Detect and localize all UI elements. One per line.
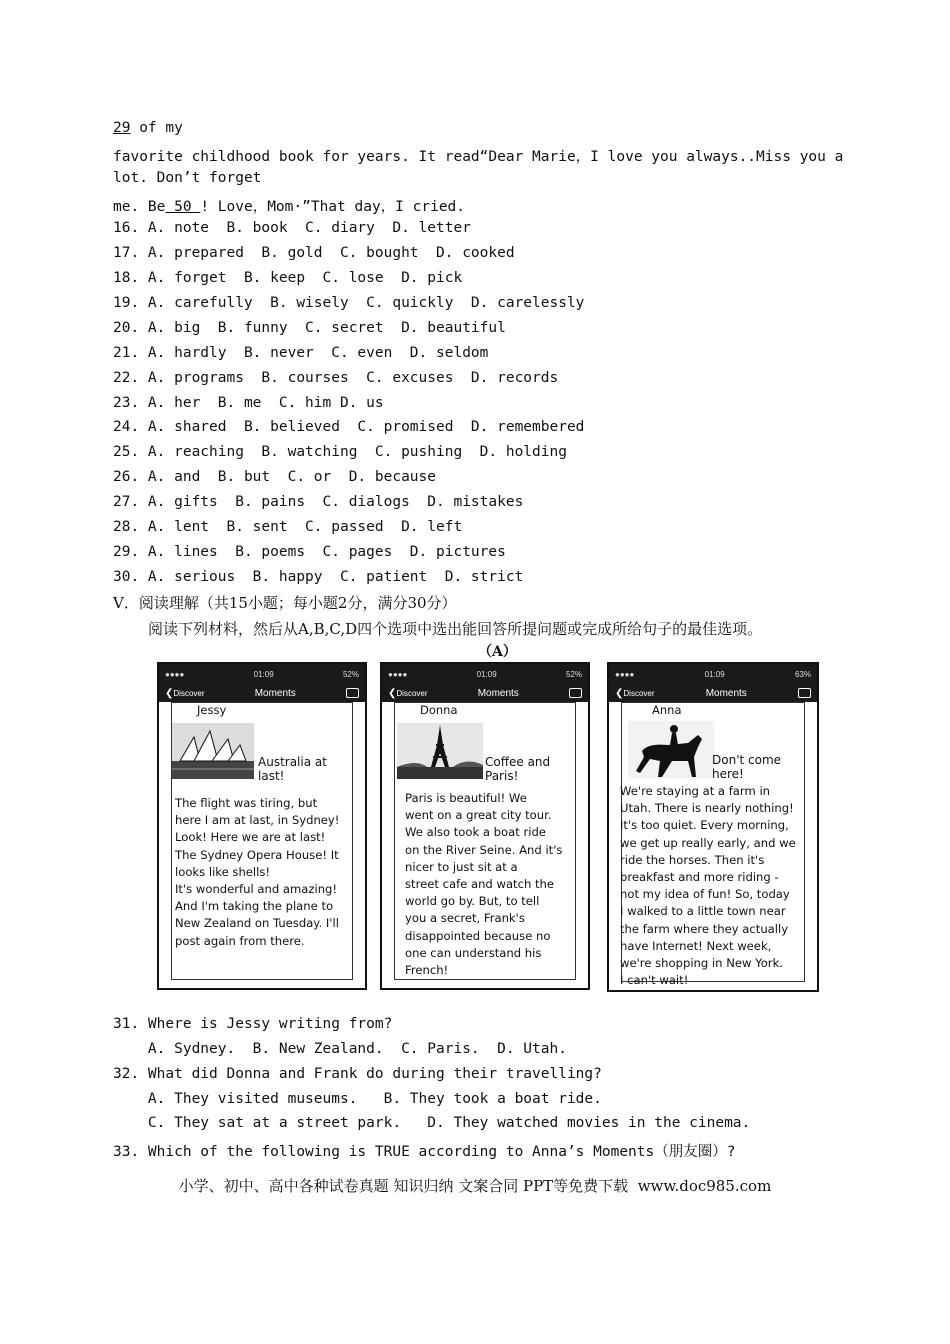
moment-title: Don't come here! (712, 753, 782, 781)
opera-house-photo (172, 723, 254, 779)
option-line: 30. A. serious B. happy C. patient D. strict (113, 569, 524, 585)
blank-29: 29 (113, 120, 131, 136)
option-line: 23. A. her B. me C. him D. us (113, 395, 384, 411)
option-line: 16. A. note B. book C. diary D. letter (113, 220, 471, 236)
nav-title: Moments (477, 687, 519, 699)
signal-icon: ●●●● (615, 669, 635, 679)
phone-anna (607, 662, 819, 992)
status-bar (382, 664, 588, 684)
question-line: C. They sat at a street park. D. They watched movies in the cinema. (113, 1115, 751, 1131)
back-button[interactable]: ❮Discover (388, 687, 428, 699)
chevron-left-icon: ❮ (165, 687, 174, 699)
option-line: 29. A. lines B. poems C. pages D. pictures (113, 544, 506, 560)
page-footer: 小学、初中、高中各种试卷真题 知识归纳 文案合同 PPT等免费下载 www.doc985.com (178, 1177, 772, 1195)
status-time: 01:09 (253, 669, 274, 679)
section-heading: V．阅读理解（共15小题；每小题2分，满分30分） (113, 594, 457, 612)
status-time: 01:09 (704, 669, 725, 679)
horse-rider-photo (628, 721, 714, 779)
status-time: 01:09 (476, 669, 497, 679)
option-line: 28. A. lent B. sent C. passed D. left (113, 519, 463, 535)
cloze-line-2: favorite childhood book for years. It read“Dear Marie，I love you always..Miss you a (113, 149, 844, 165)
signal-icon: ●●●● (388, 669, 408, 679)
passage-label: （A） (478, 644, 517, 660)
camera-icon[interactable] (569, 688, 582, 698)
moment-card (171, 702, 353, 980)
battery-level: 52% (342, 669, 359, 679)
cloze-line-3: lot. Don’t forget (113, 170, 262, 186)
option-line: 21. A. hardly B. never C. even D. seldom (113, 345, 489, 361)
camera-icon[interactable] (798, 688, 811, 698)
option-line: 24. A. shared B. believed C. promised D. remembered (113, 419, 585, 435)
back-button[interactable]: ❮Discover (165, 687, 205, 699)
moment-card (620, 702, 805, 988)
poster-name: Anna (652, 703, 682, 717)
moment-text: The flight was tiring, but here I am at last, in Sydney! Look! Here we are at last! The Sydney Opera House! It looks like shells! It's wonderful and amazing! And I'm taking the plane to New Zealand on Tuesday. I'll post again from there. (175, 796, 340, 948)
option-line: 19. A. carefully B. wisely C. quickly D. carelessly (113, 295, 585, 311)
option-line: 26. A. and B. but C. or D. because (113, 469, 437, 485)
cloze-text: ! Love，Mom·”That day，I cried. (200, 199, 466, 215)
status-bar (159, 664, 365, 684)
nav-title: Moments (705, 687, 747, 699)
cloze-line-1 (113, 120, 183, 136)
poster-name: Jessy (197, 703, 227, 717)
chevron-left-icon: ❮ (388, 687, 397, 699)
option-line: 18. A. forget B. keep C. lose D. pick (113, 270, 463, 286)
chevron-left-icon: ❮ (615, 687, 624, 699)
battery-level: 52% (565, 669, 582, 679)
poster-name: Donna (420, 703, 458, 717)
moment-text: We're staying at a farm in Utah. There is nearly nothing! It's too quiet. Every morning, we get up really early, and we ride the horses. Then it's breakfast and more riding - not my idea of fun! So, today I walked to a little town near the farm where they actually have Internet! Next week, we're shopping in New York. I can't wait! (620, 784, 796, 988)
nav-bar (382, 684, 588, 702)
cloze-text: of my (130, 120, 183, 136)
nav-bar (159, 684, 365, 702)
option-line: 22. A. programs B. courses C. excuses D. records (113, 370, 559, 386)
moment-card (394, 702, 576, 980)
moment-title: Australia at last! (258, 755, 327, 783)
question-line: A. Sydney. B. New Zealand. C. Paris. D. Utah. (113, 1041, 567, 1057)
nav-title: Moments (254, 687, 296, 699)
section-instruction: 阅读下列材料，然后从A,B,C,D四个选项中选出能回答所提问题或完成所给句子的最佳选项。 (148, 620, 763, 638)
nav-bar (609, 684, 817, 702)
cloze-text: me. Be (113, 199, 166, 215)
question-line: 33. Which of the following is TRUE according to Anna’s Moments（朋友圈）? (113, 1144, 736, 1160)
option-line: 25. A. reaching B. watching C. pushing D. holding (113, 444, 567, 460)
back-button[interactable]: ❮Discover (615, 687, 655, 699)
eiffel-tower-photo (397, 723, 483, 779)
moment-text: Paris is beautiful! We went on a great city tour. We also took a boat ride on the River Seine. And it's nicer to just sit at a street cafe and watch the world go by. But, to tell you a secret, Frank's disappointed because no one can understand his French! (405, 791, 563, 978)
option-line: 20. A. big B. funny C. secret D. beautiful (113, 320, 506, 336)
status-bar (609, 664, 817, 684)
camera-icon[interactable] (346, 688, 359, 698)
blank-50: 50 (165, 199, 201, 215)
battery-level: 63% (794, 669, 811, 679)
moment-title: Coffee and Paris! (485, 755, 551, 783)
phone-jessy (157, 662, 367, 990)
option-line: 17. A. prepared B. gold C. bought D. cooked (113, 245, 515, 261)
option-line: 27. A. gifts B. pains C. dialogs D. mistakes (113, 494, 524, 510)
cloze-line-4 (113, 195, 465, 216)
question-line: A. They visited museums. B. They took a boat ride. (113, 1091, 602, 1107)
question-line: 31. Where is Jessy writing from? (113, 1016, 393, 1032)
signal-icon: ●●●● (165, 669, 185, 679)
question-line: 32. What did Donna and Frank do during their travelling? (113, 1066, 602, 1082)
phone-donna (380, 662, 590, 990)
